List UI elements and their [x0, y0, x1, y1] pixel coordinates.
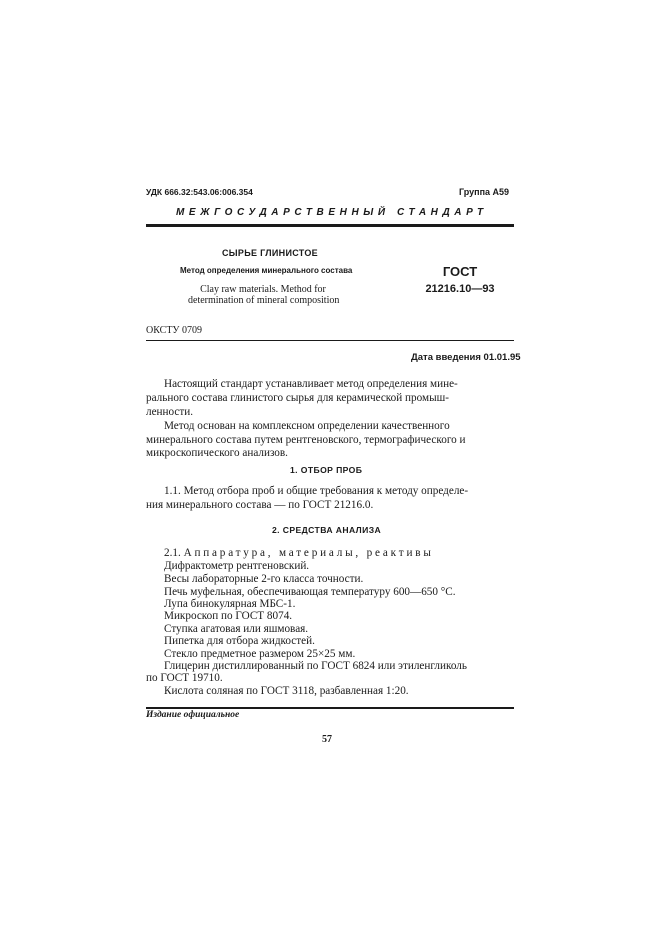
page-number: 57: [322, 734, 332, 745]
footer-rule: [146, 707, 514, 709]
section-2-heading: 2. СРЕДСТВА АНАЛИЗА: [272, 525, 382, 535]
equipment-line: Лупа бинокулярная МБС-1.: [164, 598, 296, 610]
document-title: СЫРЬЕ ГЛИНИСТОЕ: [222, 248, 318, 258]
equipment-line-continued: по ГОСТ 19710.: [146, 672, 223, 684]
group-code: Группа А59: [459, 187, 510, 197]
udc-code: УДК 666.32:543.06:006.354: [146, 187, 253, 197]
header-rule: [146, 224, 514, 227]
equipment-line: Весы лабораторные 2-го класса точности.: [164, 573, 364, 585]
gost-number: 21216.10—93: [425, 283, 495, 295]
intro-line-4: Метод основан на комплексном определении качественного: [164, 420, 450, 432]
equipment-line: Глицерин дистиллированный по ГОСТ 6824 или этиленгликоль: [164, 660, 467, 672]
section-1-line-2: ния минерального состава — по ГОСТ 21216.0.: [146, 499, 374, 511]
section-1-line-1: 1.1. Метод отбора проб и общие требования к методу определе-: [164, 485, 469, 497]
english-title: [188, 284, 338, 306]
document-subtitle: Метод определения минерального состава: [180, 266, 353, 275]
section-1-heading: 1. ОТБОР ПРОБ: [290, 465, 363, 475]
english-title-line-1: Clay raw materials. Method for: [200, 284, 326, 295]
okstu-code: ОКСТУ 0709: [146, 325, 203, 336]
intro-line-5: минерального состава путем рентгеновского, термографического и: [146, 434, 466, 446]
title-rule: [146, 340, 514, 341]
intro-line-2: рального состава глинистого сырья для керамической промыш-: [146, 392, 449, 404]
equipment-line: Микроскоп по ГОСТ 8074.: [164, 610, 293, 622]
equipment-line: Ступка агатовая или яшмовая.: [164, 623, 309, 635]
equipment-line: Дифрактометр рентгеновский.: [164, 560, 310, 572]
intro-line-1: Настоящий стандарт устанавливает метод определения мине-: [164, 378, 458, 390]
item-title: Аппаратура, материалы, реактивы: [183, 547, 434, 559]
introduction-date: Дата введения 01.01.95: [411, 352, 521, 363]
equipment-line: Стекло предметное размером 25×25 мм.: [164, 648, 356, 660]
item-number: 2.1.: [164, 547, 181, 559]
intro-line-3: ленности.: [146, 406, 194, 418]
equipment-line: Печь муфельная, обеспечивающая температуру 600—650 °С.: [164, 586, 456, 598]
section-2-item-heading: [164, 546, 434, 560]
interstate-standard-banner: МЕЖГОСУДАРСТВЕННЫЙ СТАНДАРТ: [176, 207, 488, 218]
equipment-line: Пипетка для отбора жидкостей.: [164, 635, 315, 647]
intro-line-6: микроскопического анализов.: [146, 447, 288, 459]
equipment-line: Кислота соляная по ГОСТ 3118, разбавленная 1:20.: [164, 685, 409, 697]
english-title-line-2: determination of mineral composition: [188, 295, 340, 306]
gost-label: ГОСТ: [442, 264, 478, 279]
official-edition: Издание официальное: [146, 710, 240, 720]
